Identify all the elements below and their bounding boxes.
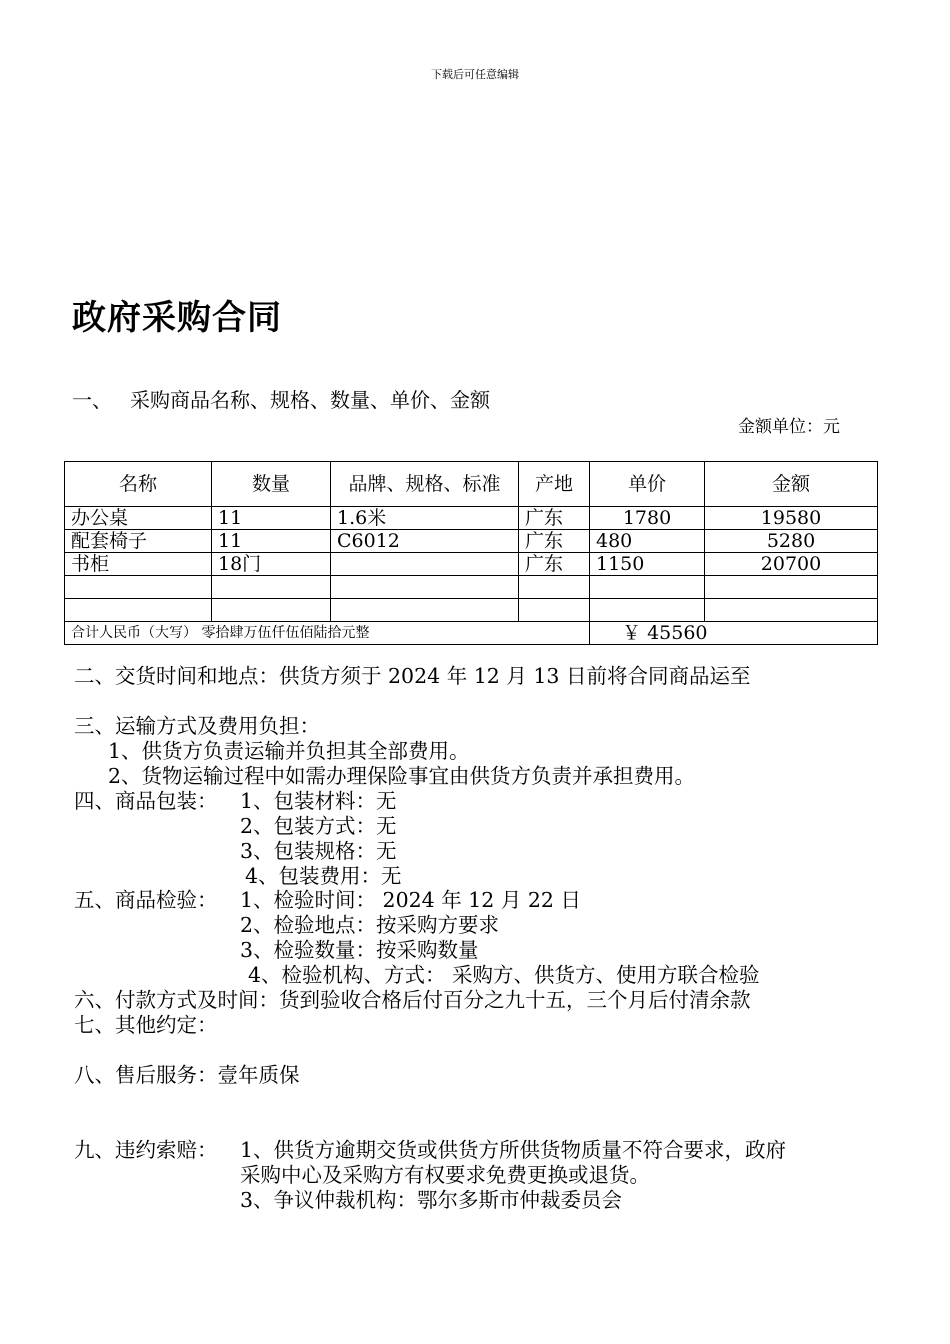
header-spec: 品牌、规格、标准 <box>331 462 519 507</box>
currency-unit-note: 金额单位：元 <box>738 417 840 437</box>
section-4-item-4: 4、包装费用：无 <box>245 864 402 888</box>
section-8-after-sales: 八、售后服务：壹年质保 <box>74 1063 300 1087</box>
cell-unit-price: 1150 <box>590 553 705 576</box>
section-3-item-2: 2、货物运输过程中如需办理保险事宜由供货方负责并承担费用。 <box>108 764 696 788</box>
total-in-words: 零拾肆万伍仟伍佰陆拾元整 <box>201 625 370 641</box>
cell-quantity: 18门 <box>212 553 331 576</box>
cell-unit-price: 480 <box>590 530 705 553</box>
total-in-words-cell <box>65 622 590 645</box>
section-5-item-4: 4、检验机构、方式： 采购方、供货方、使用方联合检验 <box>248 963 760 987</box>
section-7-other: 七、其他约定： <box>74 1013 218 1037</box>
goods-table <box>64 461 878 645</box>
section-9-heading: 九、违约索赔： <box>74 1138 218 1162</box>
section-1-heading: 采购商品名称、规格、数量、单价、金额 <box>130 388 490 412</box>
total-amount-cell <box>590 622 878 645</box>
table-row <box>65 553 878 576</box>
section-5-item-1: 1、检验时间： 2024 年 12 月 22 日 <box>240 888 581 912</box>
section-3-heading: 三、运输方式及费用负担： <box>74 714 320 738</box>
section-4-item-1: 1、包装材料：无 <box>240 789 397 813</box>
cell-name: 配套椅子 <box>65 530 212 553</box>
header-name: 名称 <box>65 462 212 507</box>
cell-quantity: 11 <box>212 507 331 530</box>
table-row <box>65 507 878 530</box>
cell-amount: 20700 <box>705 553 878 576</box>
table-row-empty <box>65 576 878 599</box>
section-9-item-3: 3、争议仲裁机构：鄂尔多斯市仲裁委员会 <box>240 1188 623 1212</box>
cell-spec: C6012 <box>331 530 519 553</box>
cell-amount: 19580 <box>705 507 878 530</box>
header-quantity: 数量 <box>212 462 331 507</box>
yuan-symbol: ￥ <box>622 622 642 644</box>
total-label: 合计人民币（大写） <box>71 625 197 641</box>
section-4-item-3: 3、包装规格：无 <box>240 839 397 863</box>
cell-name: 书柜 <box>65 553 212 576</box>
total-amount: 45560 <box>647 622 708 644</box>
table-total-row <box>65 622 878 645</box>
section-5-heading: 五、商品检验： <box>74 888 218 912</box>
cell-name: 办公桌 <box>65 507 212 530</box>
header-origin: 产地 <box>519 462 590 507</box>
section-2-delivery: 二、交货时间和地点：供货方须于 2024 年 12 月 13 日前将合同商品运至 <box>74 664 751 688</box>
table-row-empty <box>65 599 878 622</box>
section-9-item-1: 1、供货方逾期交货或供货方所供货物质量不符合要求，政府 <box>240 1138 787 1162</box>
cell-origin: 广东 <box>519 553 590 576</box>
header-amount: 金额 <box>705 462 878 507</box>
table-header-row <box>65 462 878 507</box>
section-4-heading: 四、商品包装： <box>74 789 218 813</box>
cell-spec: 1.6米 <box>331 507 519 530</box>
header-note: 下载后可任意编辑 <box>431 68 519 81</box>
cell-spec <box>331 553 519 576</box>
section-1-number: 一、 <box>72 388 112 412</box>
section-3-item-1: 1、供货方负责运输并负担其全部费用。 <box>108 739 470 763</box>
cell-unit-price: 1780 <box>590 507 705 530</box>
section-5-item-3: 3、检验数量：按采购数量 <box>240 938 479 962</box>
cell-origin: 广东 <box>519 530 590 553</box>
section-5-item-2: 2、检验地点：按采购方要求 <box>240 913 500 937</box>
section-9-item-1-cont: 采购中心及采购方有权要求免费更换或退货。 <box>240 1163 650 1187</box>
table-row <box>65 530 878 553</box>
header-unit-price: 单价 <box>590 462 705 507</box>
cell-quantity: 11 <box>212 530 331 553</box>
section-6-payment: 六、付款方式及时间：货到验收合格后付百分之九十五，三个月后付清余款 <box>74 988 751 1012</box>
cell-amount: 5280 <box>705 530 878 553</box>
document-title: 政府采购合同 <box>72 298 282 338</box>
cell-origin: 广东 <box>519 507 590 530</box>
section-4-item-2: 2、包装方式：无 <box>240 814 397 838</box>
